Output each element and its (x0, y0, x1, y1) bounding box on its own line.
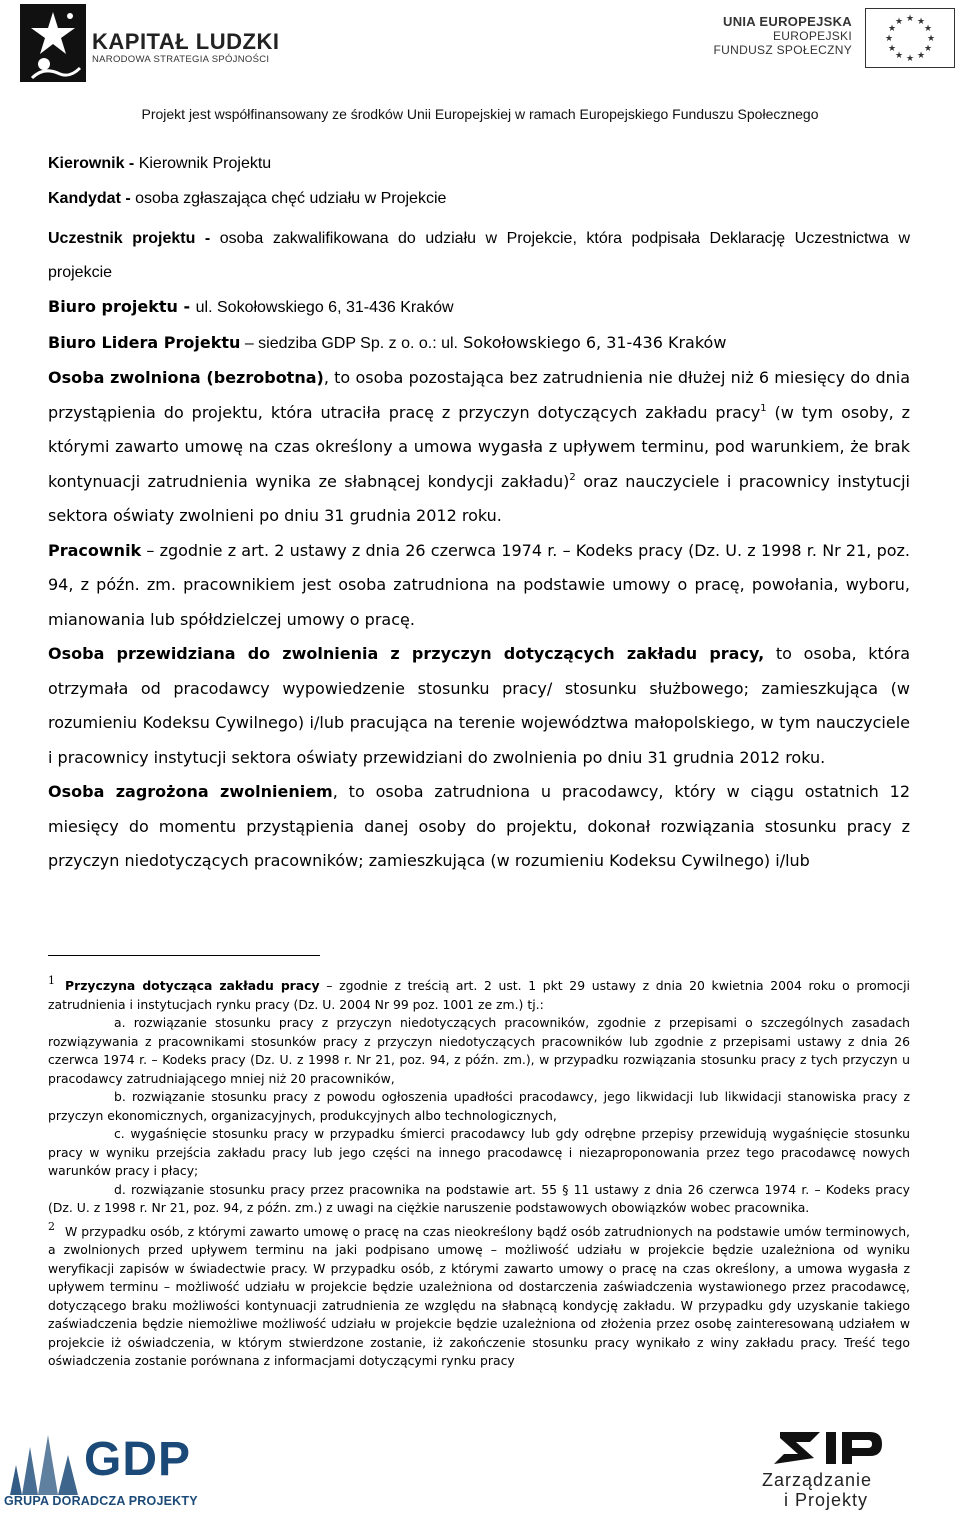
definition-kierownik (48, 152, 910, 175)
page-header (0, 0, 960, 100)
svg-text:★: ★ (916, 51, 926, 61)
footnote-ref-2[interactable]: 2 (569, 471, 576, 483)
paragraph-pracownik (48, 534, 910, 638)
svg-text:★: ★ (905, 54, 915, 64)
eu-line-2: EUROPEJSKI (772, 29, 852, 43)
zip-text-line-2: i Projekty (784, 1490, 869, 1510)
svg-text:★: ★ (916, 17, 926, 27)
term-pracownik: Pracownik (48, 540, 142, 560)
footnote-1-item-a: a. rozwiązanie stosunku pracy z przyczyn niedotyczących pracowników, zgodnie z przepisami o szczególnych zasadach rozwiązywania z pracownikami stosunków pracy z przyczyn niedotyczących pracowników lub zgodnie z przepisami ustawy z dnia 26 czerwca 1974 r. – Kodeks pracy (Dz. U. z 1998 r. Nr 21, poz. 94, z późn. zm.), w przypadku rozwiązania stosunku pracy z tych przyczyn u pracodawcy zatrudniającego mniej niż 20 pracowników, (48, 1015, 910, 1086)
footnote-ref-1[interactable]: 1 (760, 402, 767, 414)
term-uczestnik: Uczestnik projektu - (48, 230, 220, 247)
footnote-1 (48, 972, 910, 1014)
definition-uczestnik (48, 222, 910, 290)
eu-line-1: UNIA EUROPEJSKA (723, 14, 852, 29)
term-osoba-przewidziana: Osoba przewidziana do zwolnienia z przyczyn dotyczących zakładu pracy, (48, 644, 765, 663)
kapital-ludzki-title: KAPITAŁ LUDZKI (92, 29, 280, 54)
eu-line-3: FUNDUSZ SPOŁECZNY (713, 43, 852, 57)
footnote-1-item-b: b. rozwiązanie stosunku pracy z powodu ogłoszenia upadłości pracodawcy, jego likwidacji lub likwidacji stanowiska pracy z przyczyn ekonomicznych, organizacyjnych, produkcyjnych albo technologicznych, (48, 1089, 910, 1123)
definition-kandydat (48, 187, 910, 210)
text-pracownik: – zgodnie z art. 2 ustawy z dnia 26 czerwca 1974 r. – Kodeks pracy (Dz. U. z 1998 r. Nr 21, poz. 94, z późn. zm. pracownikiem jest osoba zatrudniona na podstawie umowy o pracę, powołania, wyboru, mianowania lub spółdzielczej umowy o pracę. (48, 540, 910, 629)
def-biuro-lidera-a: – siedziba GDP Sp. z o. o.: ul. (240, 335, 458, 352)
footnotes (48, 972, 910, 1371)
def-biuro-lidera-b: Sokołowskiego 6, 31-436 Kraków (457, 333, 727, 352)
def-kierownik: Kierownik Projektu (138, 155, 272, 172)
paragraph-osoba-zagrozona (48, 775, 910, 879)
term-kierownik: Kierownik - (48, 155, 139, 172)
text-osoba-zwolniona-3: oraz nauczyciele i pracownicy instytucji sektora oświaty zwolnieni po dniu 31 grudnia 2012 roku. (48, 471, 911, 525)
def-uczestnik: osoba zakwalifikowana do udziału w Projekcie, która podpisała Deklarację Uczestnictwa w projekcie (48, 230, 910, 281)
document-body (48, 150, 910, 879)
footnote-2-number: 2 (48, 1219, 55, 1233)
svg-text:★: ★ (887, 24, 897, 34)
cofinancing-note: Projekt jest współfinansowany ze środków Unii Europejskiej w ramach Europejskiego Funduszu Społecznego (141, 106, 819, 122)
definition-biuro-lidera (48, 331, 910, 355)
eu-flag-icon (865, 8, 955, 68)
gdp-wordmark: GDP (84, 1433, 192, 1486)
svg-text:★: ★ (894, 51, 904, 61)
paragraph-osoba-zwolniona (48, 361, 910, 534)
svg-text:★: ★ (926, 34, 936, 44)
term-biuro: Biuro projektu - (48, 297, 196, 316)
zip-text-line-1: Zarządzanie (762, 1470, 873, 1490)
svg-text:★: ★ (894, 17, 904, 27)
term-kandydat: Kandydat - (48, 190, 136, 207)
def-biuro: ul. Sokołowskiego 6, 31-436 Kraków (195, 299, 454, 316)
footnote-1-item-d: d. rozwiązanie stosunku pracy przez pracownika na podstawie art. 55 § 11 ustawy z dnia 26 czerwca 1974 r. – Kodeks pracy (Dz. U. z 1998 r. Nr 21, poz. 94, z późn. zm.) z uwagi na ciężkie naruszenie podstawowych obowiązków wobec pracownika. (48, 1181, 910, 1215)
zip-logo (770, 1428, 890, 1468)
term-osoba-zwolniona: Osoba zwolniona (bezrobotna) (48, 368, 324, 387)
text-osoba-przewidziana: to osoba, która otrzymała od pracodawcy wypowiedzenie stosunku pracy/ stosunku służbowego; zamieszkująca (w rozumieniu Kodeksu Cywilnego) i/lub pracująca na terenie województwa małopolskiego, w tym nauczyciele i pracownicy instytucji sektora oświaty przewidziani do zwolnienia po dniu 31 grudnia 2012 roku. (48, 644, 910, 767)
footnote-2-text: W przypadku osób, z którymi zawarto umowę o pracę na czas nieokreślony bądź osób zatrudnionych na podstawie umów terminowych, a zwolnionych przed upływem terminu na jaki podpisano umowę – możliwość udziału w projekcie będzie uzależniona od wyniku weryfikacji zapisów w świadectwie pracy. W przypadku osób, z którymi zawarto umowy o pracę na czas określony, a umowa wygasła z upływem terminu – możliwość udziału w projekcie będzie uzależniona od dostarczenia zaświadczenia wystawionego przez pracodawcę, dotyczącego braku możliwości kontynuacji zatrudnienia ze względu na słabnącą kondycję zakładu. W przypadku gdy uzyskanie takiego zaświadczenia będzie niemożliwe możliwość udziału w projekcie będzie uzależniona od złożenia przez osobę zainteresowaną udziałem w projekcie iż oświadczenia, w którym stwierdzone zostanie, iż zakończenie stosunku pracy wynikało z winy zakładu pracy. Treść tego oświadczenia zostanie porównana z informacjami dotyczącymi rynku pracy (48, 1223, 910, 1368)
eu-logo-text (714, 14, 852, 57)
footnote-2 (48, 1218, 910, 1371)
footnote-1-item-c: c. wygaśnięcie stosunku pracy w przypadku śmierci pracodawcy lub gdy odrębne przepisy przewidują wygaśnięcie stosunku pracy w wyniku przejścia zakładu pracy lub jego części na innego pracodawcę i niezaproponowania przez tego pracodawcę nowych warunków pracy i płacy; (48, 1126, 910, 1178)
paragraph-osoba-przewidziana (48, 637, 910, 775)
def-kandydat: osoba zgłaszająca chęć udziału w Projekcie (135, 190, 447, 207)
footnote-1-text: – zgodnie z treścią art. 2 ust. 1 pkt 29 ustawy z dnia 20 kwietnia 2004 roku o promocji zatrudnienia i instytucjach rynku pracy (Dz. U. 2004 Nr 99 poz. 1001 ze zm.) tj.: (48, 978, 910, 1012)
svg-text:★: ★ (923, 44, 933, 54)
footnote-1-term: Przyczyna dotycząca zakładu pracy (65, 978, 320, 993)
term-osoba-zagrozona: Osoba zagrożona zwolnieniem (48, 782, 333, 801)
text-osoba-zwolniona-1: , to osoba pozostająca bez zatrudnienia nie dłużej niż 6 miesięcy do dnia przystąpienia do projektu, która utraciła pracę z przyczyn dotyczących zakładu pracy (48, 368, 911, 422)
term-biuro-lidera: Biuro Lidera Projektu (48, 333, 241, 352)
footnote-1-number: 1 (48, 974, 55, 987)
footnote-separator (48, 955, 320, 956)
svg-text:★: ★ (887, 44, 897, 54)
svg-text:★: ★ (923, 24, 933, 34)
definition-biuro (48, 295, 910, 319)
svg-text:★: ★ (905, 14, 915, 24)
text-osoba-zagrozona: , to osoba zatrudniona u pracodawcy, który w ciągu ostatnich 12 miesięcy do momentu przystąpienia danej osoby do projektu, dokonał rozwiązania stosunku pracy z przyczyn niedotyczących pracowników; zamieszkująca (w rozumieniu Kodeksu Cywilnego) i/lub (48, 782, 910, 870)
gdp-subtitle: GRUPA DORADCZA PROJEKTY (4, 1494, 198, 1508)
text-osoba-zwolniona-2: (w tym osoby, z którymi zawarto umowę na czas określony a umowa wygasła z upływem terminu, pod warunkiem, że brak kontynuacji zatrudnienia wynika ze słabnącej kondycji zakładu) (48, 402, 910, 491)
kapital-ludzki-subtitle: NARODOWA STRATEGIA SPÓJNOŚCI (92, 54, 270, 65)
svg-text:★: ★ (884, 34, 894, 44)
